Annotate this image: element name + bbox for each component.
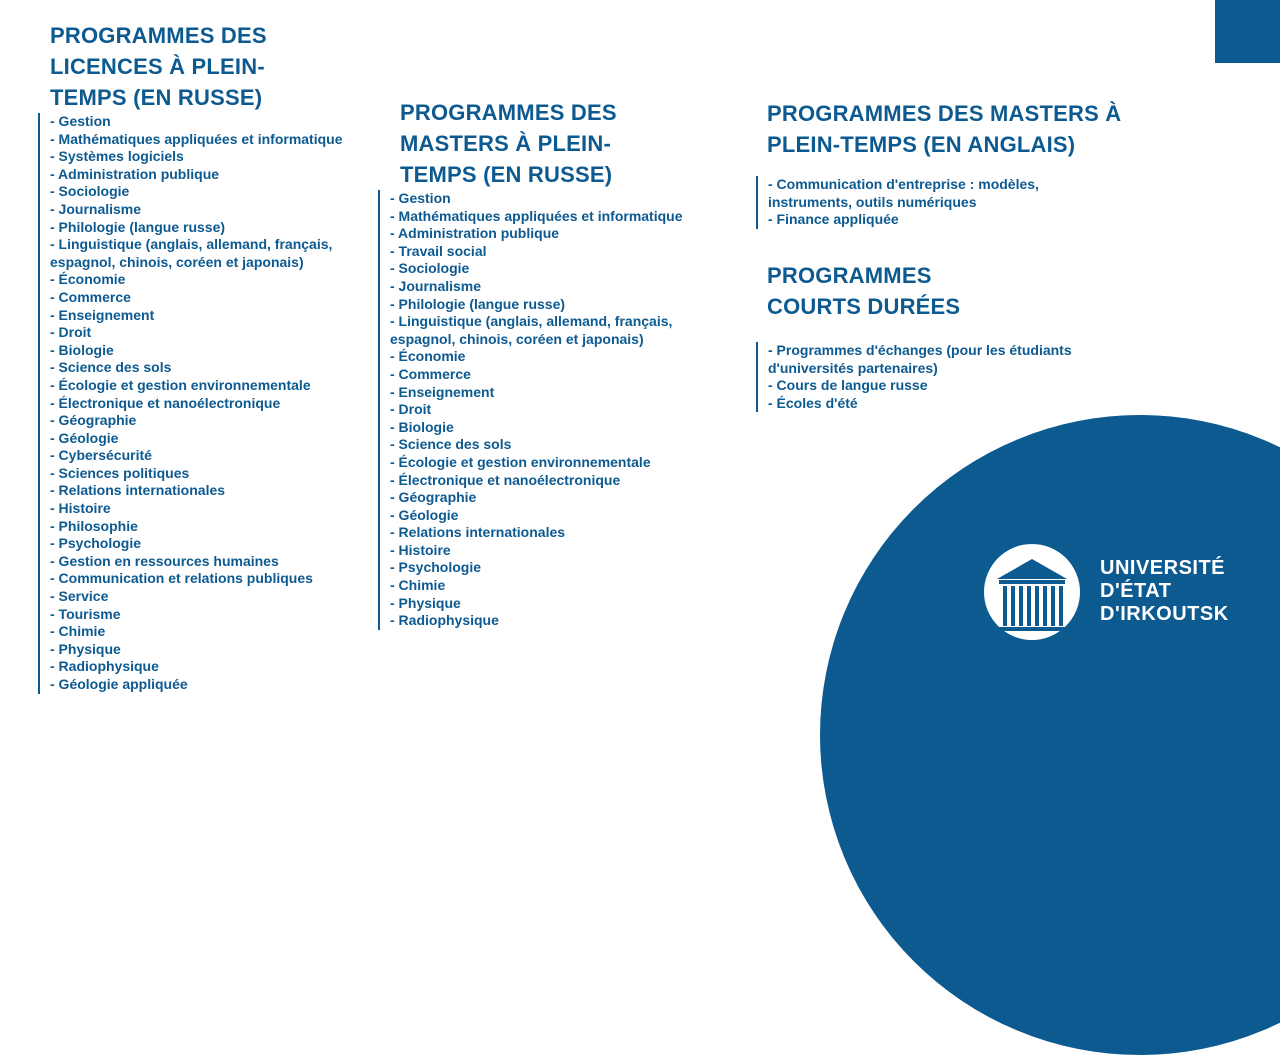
list-item: - Travail social	[390, 242, 487, 259]
list-item: - Service	[50, 588, 109, 605]
list-item: - Cours de langue russe	[768, 377, 928, 394]
university-building-emblem-icon	[983, 543, 1081, 641]
list-item: - Économie	[390, 348, 466, 365]
list-item: - Chimie	[390, 577, 446, 594]
list-bachelor-russian	[38, 113, 370, 694]
list-short-programs	[756, 342, 1098, 412]
list-item: - Sciences politiques	[50, 464, 190, 481]
list-item: - Enseignement	[50, 306, 155, 323]
list-item: - Économie	[50, 271, 126, 288]
list-item: - Chimie	[50, 623, 106, 640]
list-item: - Géographie	[390, 489, 477, 506]
university-name	[1100, 557, 1229, 626]
decorative-circle	[820, 415, 1280, 1055]
list-item: - Journalisme	[390, 277, 482, 294]
university-name-line3: D'IRKOUTSK	[1100, 603, 1229, 625]
list-item: - Philologie (langue russe)	[390, 295, 566, 312]
university-name-line1: UNIVERSITÉ	[1100, 557, 1226, 579]
list-item: - Relations internationales	[390, 524, 566, 541]
list-item: - Cybersécurité	[50, 447, 152, 464]
list-item: - Psychologie	[390, 559, 482, 576]
list-item: - Histoire	[50, 500, 111, 517]
list-item: - Géologie appliquée	[50, 676, 188, 692]
list-item: - Électronique et nanoélectronique	[390, 471, 621, 488]
heading-master-russian: PROGRAMMES DES MASTERS À PLEIN-TEMPS (EN RUSSE)	[400, 100, 617, 187]
heading-bachelor-russian: PROGRAMMES DES LICENCES À PLEIN-TEMPS (EN RUSSE)	[50, 23, 267, 110]
list-item: - Géologie	[50, 429, 119, 446]
list-item: - Communication d'entreprise : modèles, instruments, outils numériques	[768, 176, 1039, 210]
university-logo	[983, 543, 1243, 643]
list-item: - Communication et relations publiques	[50, 570, 313, 587]
list-item: - Psychologie	[50, 535, 142, 552]
list-item: - Biologie	[50, 341, 114, 358]
list-item: - Journalisme	[50, 200, 142, 217]
list-item: - Tourisme	[50, 605, 121, 622]
list-item: - Science des sols	[390, 436, 512, 453]
list-item: - Droit	[390, 401, 432, 418]
heading-master-english: PROGRAMMES DES MASTERS À PLEIN-TEMPS (EN ANGLAIS)	[767, 101, 1122, 157]
list-item: - Programmes d'échanges (pour les étudiants d'universités partenaires)	[768, 342, 1072, 376]
list-item: - Enseignement	[390, 383, 495, 400]
list-item: - Philosophie	[50, 517, 138, 534]
list-item: - Sociologie	[390, 260, 470, 277]
list-item: - Électronique et nanoélectronique	[50, 394, 281, 411]
list-item: - Écologie et gestion environnementale	[50, 376, 311, 393]
list-item: - Géographie	[50, 412, 137, 429]
list-item: - Commerce	[390, 365, 471, 382]
list-item: - Mathématiques appliquées et informatique	[50, 130, 343, 147]
list-item: - Gestion	[390, 190, 451, 206]
list-item: - Radiophysique	[50, 658, 159, 675]
list-item: - Droit	[50, 324, 92, 341]
list-item: - Linguistique (anglais, allemand, français, espagnol, chinois, coréen et japonais)	[390, 313, 673, 347]
corner-accent-block	[1215, 0, 1280, 63]
list-item: - Physique	[390, 594, 461, 611]
list-item: - Histoire	[390, 541, 451, 558]
heading-short-programs: PROGRAMMES COURTS DURÉES	[767, 263, 961, 319]
list-item: - Gestion en ressources humaines	[50, 552, 279, 569]
list-item: - Géologie	[390, 506, 459, 523]
list-master-russian	[378, 190, 720, 630]
list-item: - Radiophysique	[390, 612, 499, 629]
list-item: - Physique	[50, 640, 121, 657]
list-item: - Biologie	[390, 418, 454, 435]
list-item: - Linguistique (anglais, allemand, français, espagnol, chinois, coréen et japonais)	[50, 236, 333, 270]
list-item: - Gestion	[50, 113, 111, 129]
list-item: - Administration publique	[390, 225, 560, 242]
list-master-english	[756, 176, 1078, 229]
list-item: - Relations internationales	[50, 482, 226, 499]
list-item: - Administration publique	[50, 165, 220, 182]
list-item: - Mathématiques appliquées et informatique	[390, 207, 683, 224]
university-name-line2: D'ÉTAT	[1100, 580, 1172, 602]
list-item: - Écoles d'été	[768, 394, 858, 411]
list-item: - Philologie (langue russe)	[50, 218, 226, 235]
list-item: - Science des sols	[50, 359, 172, 376]
list-item: - Finance appliquée	[768, 211, 899, 228]
list-item: - Sociologie	[50, 183, 130, 200]
list-item: - Écologie et gestion environnementale	[390, 453, 651, 470]
list-item: - Commerce	[50, 288, 131, 305]
list-item: - Systèmes logiciels	[50, 148, 184, 165]
